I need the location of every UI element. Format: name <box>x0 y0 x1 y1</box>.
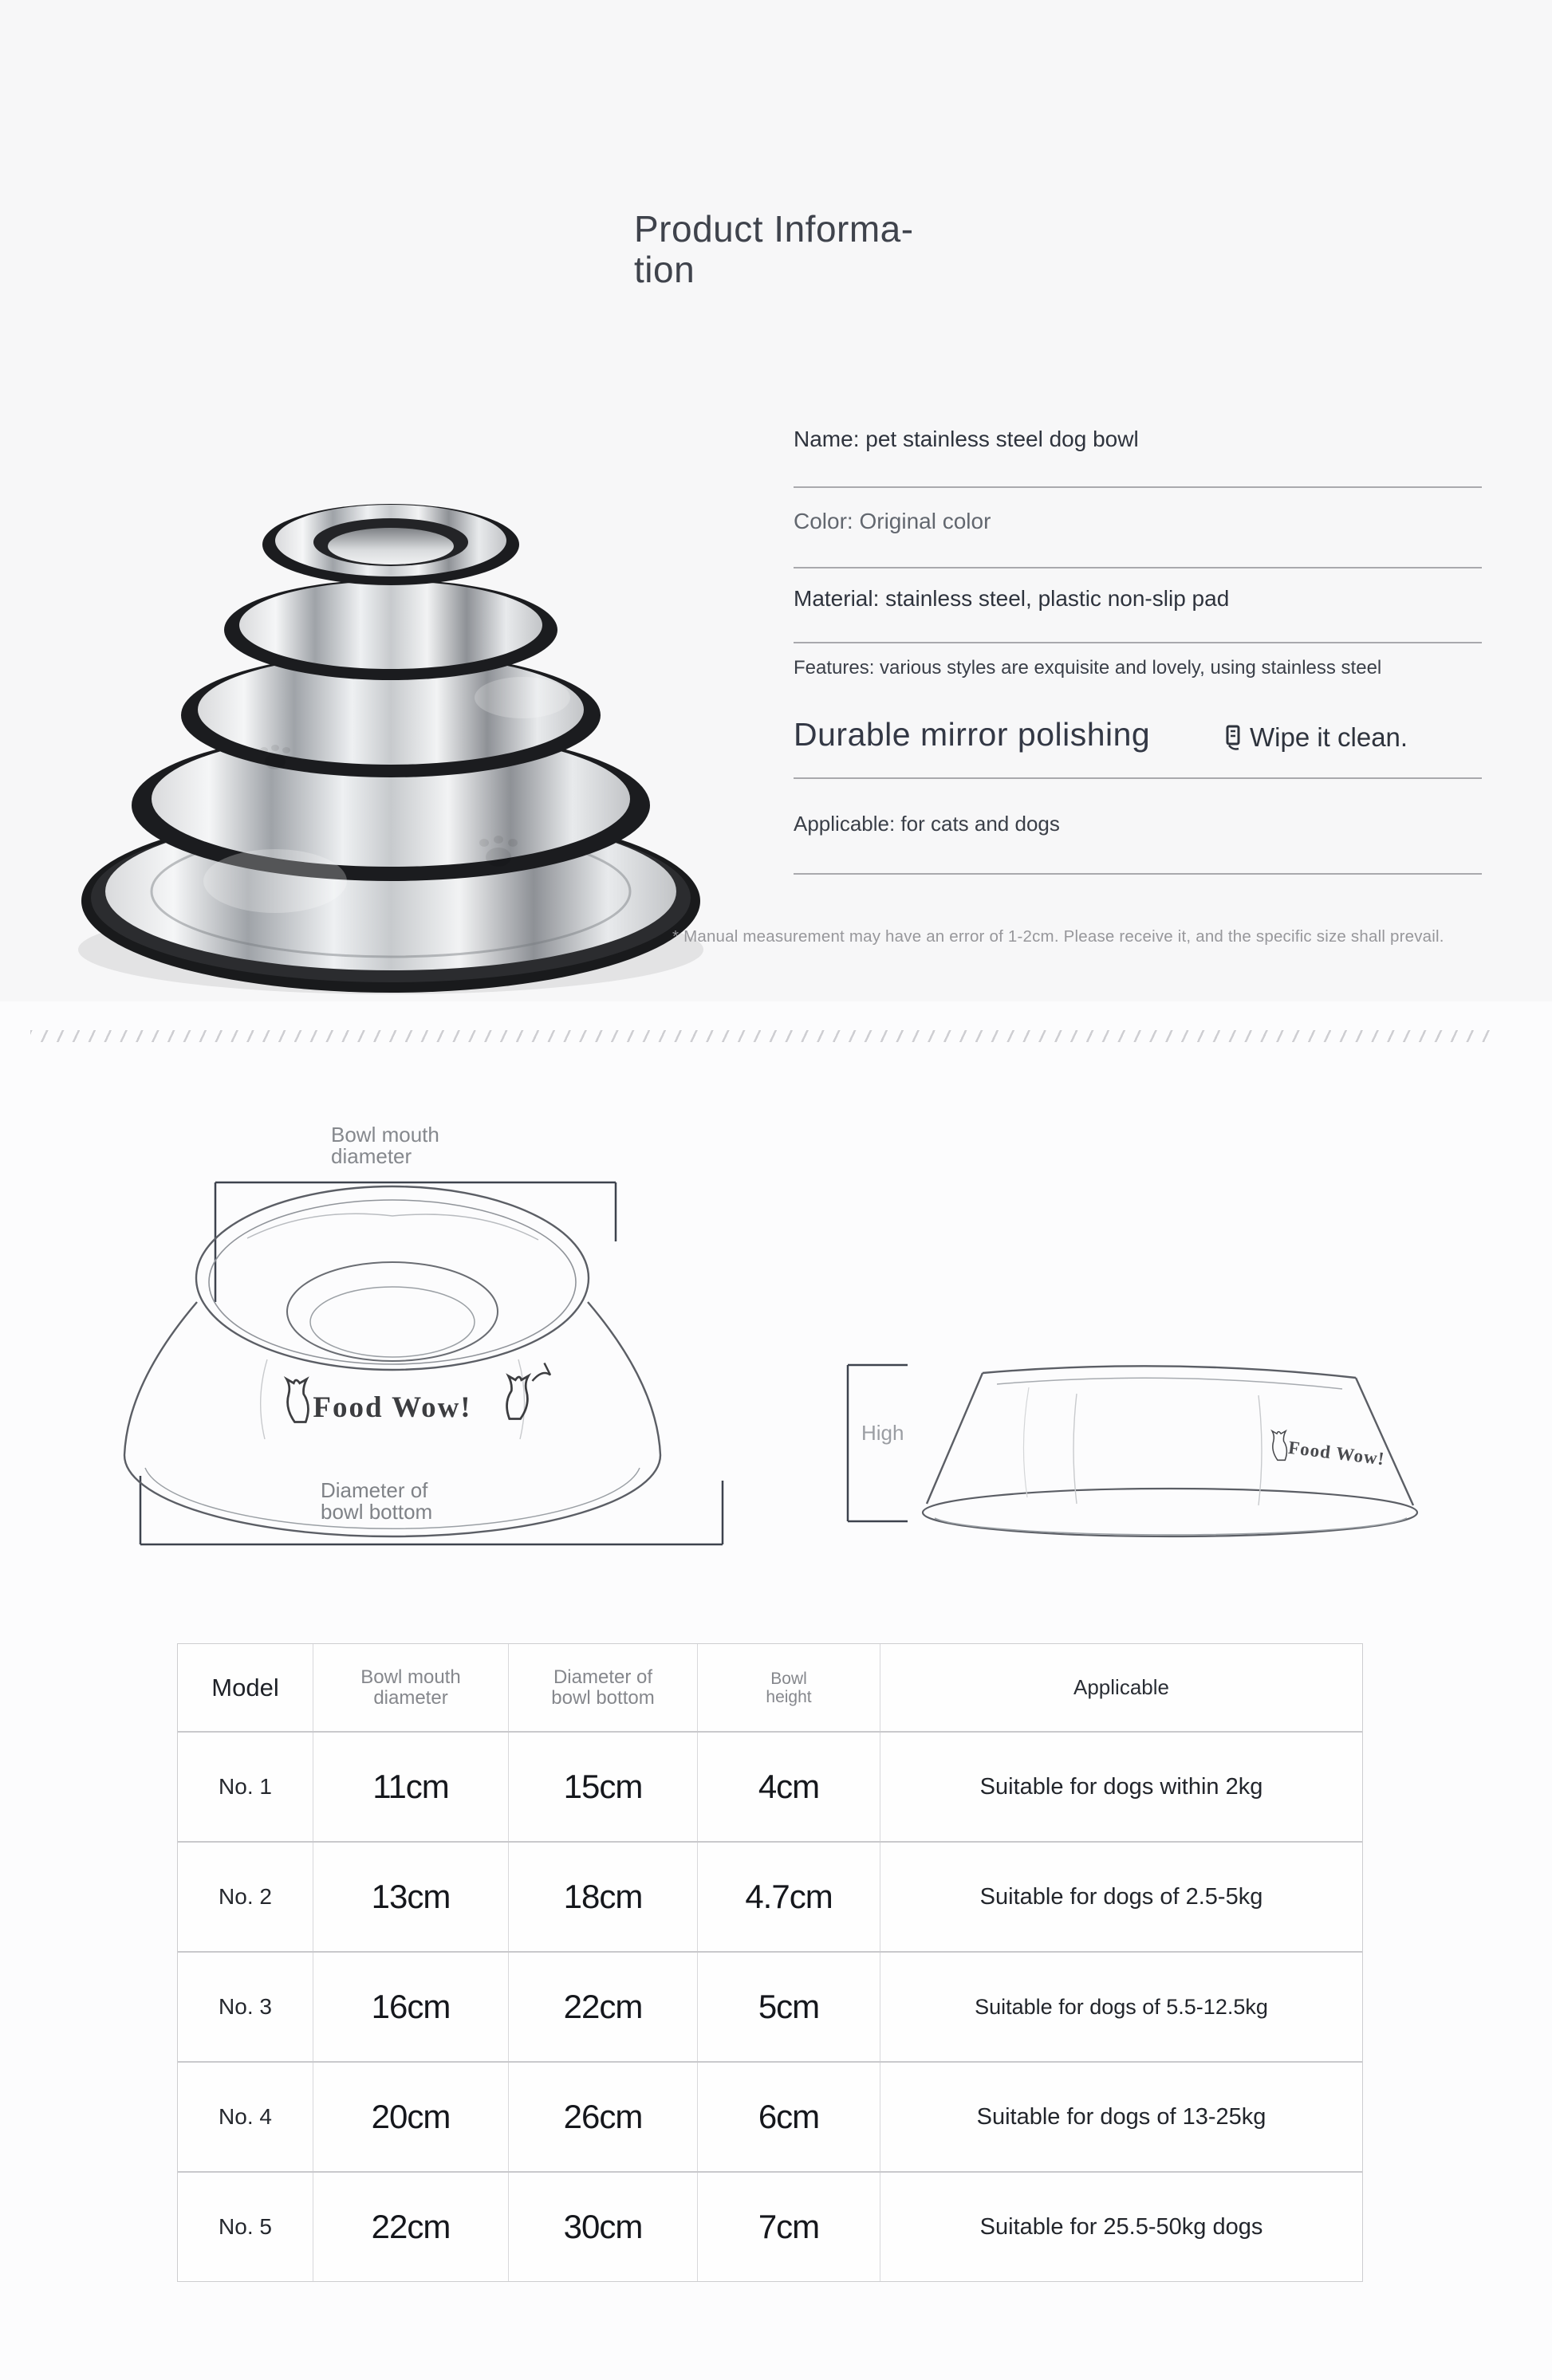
row1-mouth: 11cm <box>313 1733 509 1841</box>
diagram-bowl-side-view <box>837 1347 1444 1571</box>
divider-line-3 <box>794 642 1482 643</box>
detail-applicable: Applicable: for cats and dogs <box>794 812 1060 836</box>
row1-model: No. 1 <box>178 1733 313 1841</box>
divider-line-4 <box>794 777 1482 779</box>
row2-height: 4.7cm <box>698 1843 880 1951</box>
table-row <box>178 1843 1362 1953</box>
label-bowl-mouth-line1: Bowl mouth <box>331 1123 439 1147</box>
header-mouth-line1: Bowl mouth <box>360 1666 461 1688</box>
row2-applicable: Suitable for dogs of 2.5-5kg <box>979 1883 1263 1910</box>
wipe-clean-group <box>1224 722 1408 753</box>
row4-height: 6cm <box>698 2063 880 2171</box>
label-bowl-bottom-diameter <box>321 1480 432 1523</box>
table-row <box>178 1733 1362 1843</box>
photo-highlight <box>203 849 347 913</box>
label-high: High <box>861 1421 904 1445</box>
header-bottom-line2: bowl bottom <box>551 1686 655 1709</box>
label-bowl-bottom-line2: bowl bottom <box>321 1500 433 1524</box>
page-title-line1: Product Informa- <box>634 208 914 250</box>
detail-features: Features: various styles are exquisite and lovely, using stainless steel <box>794 657 1382 679</box>
durable-heading: Durable mirror polishing <box>794 716 1151 753</box>
table-row <box>178 2173 1362 2281</box>
row2-model: No. 2 <box>178 1843 313 1951</box>
divider-line-2 <box>794 567 1482 568</box>
photo-highlight-2 <box>475 677 570 718</box>
row4-bottom: 26cm <box>509 2063 698 2171</box>
table-header-row <box>178 1644 1362 1733</box>
row4-mouth: 20cm <box>313 2063 509 2171</box>
divider-line-1 <box>794 486 1482 488</box>
brand-text-side-view: Food Wow! <box>1287 1437 1386 1469</box>
label-bowl-bottom-line1: Diameter of <box>321 1478 428 1502</box>
header-mouth-line2: diameter <box>373 1686 448 1709</box>
row3-height: 5cm <box>698 1953 880 2061</box>
row5-height: 7cm <box>698 2173 880 2281</box>
size-table <box>177 1643 1363 2282</box>
row3-bottom: 22cm <box>509 1953 698 2061</box>
row3-model: No. 3 <box>178 1953 313 2061</box>
row1-bottom: 15cm <box>509 1733 698 1841</box>
page-title <box>634 209 914 290</box>
row5-model: No. 5 <box>178 2173 313 2281</box>
label-bowl-mouth-line2: diameter <box>331 1144 412 1168</box>
bowl1-cavity <box>328 528 454 565</box>
header-height <box>698 1644 880 1731</box>
header-mouth <box>313 1644 509 1731</box>
row2-mouth: 13cm <box>313 1843 509 1951</box>
row5-bottom: 30cm <box>509 2173 698 2281</box>
table-row <box>178 1953 1362 2063</box>
bowl2-body <box>239 581 542 669</box>
cat-silhouette-icon-left <box>287 1379 309 1422</box>
row3-mouth: 16cm <box>313 1953 509 2061</box>
cat-silhouette-icon-right <box>507 1363 550 1419</box>
table-row <box>178 2063 1362 2173</box>
row4-model: No. 4 <box>178 2063 313 2171</box>
page-title-line2: tion <box>634 249 695 290</box>
header-bottom-line1: Diameter of <box>553 1666 653 1688</box>
row1-applicable: Suitable for dogs within 2kg <box>979 1773 1263 1800</box>
header-bottom <box>509 1644 698 1731</box>
row5-applicable: Suitable for 25.5-50kg dogs <box>979 2213 1263 2240</box>
header-model: Model <box>178 1644 313 1731</box>
header-applicable: Applicable <box>1073 1675 1169 1699</box>
wipe-cloth-icon <box>1224 723 1245 752</box>
row4-applicable: Suitable for dogs of 13-25kg <box>976 2103 1266 2130</box>
header-height-line1: Bowl <box>770 1669 807 1688</box>
wipe-clean-text: Wipe it clean. <box>1250 722 1408 752</box>
cat-silhouette-icon-side <box>1272 1431 1286 1461</box>
detail-material: Material: stainless steel, plastic non-slip pad <box>794 586 1230 611</box>
row3-applicable: Suitable for dogs of 5.5-12.5kg <box>975 1994 1268 2019</box>
detail-name: Name: pet stainless steel dog bowl <box>794 427 1139 451</box>
product-photo-stacked-bowls <box>76 307 706 1017</box>
height-bracket <box>848 1365 908 1521</box>
divider-line-5 <box>794 873 1482 875</box>
section-tick-divider <box>30 1030 1494 1042</box>
detail-color: Color: Original color <box>794 509 991 533</box>
row1-height: 4cm <box>698 1733 880 1841</box>
row2-bottom: 18cm <box>509 1843 698 1951</box>
measurement-disclaimer: * Manual measurement may have an error of 1-2cm. Please receive it, and the specific size shall prevail. <box>672 927 1444 946</box>
brand-text-top-view: Food Wow! <box>313 1391 472 1424</box>
row5-mouth: 22cm <box>313 2173 509 2281</box>
header-height-line2: height <box>766 1687 812 1706</box>
